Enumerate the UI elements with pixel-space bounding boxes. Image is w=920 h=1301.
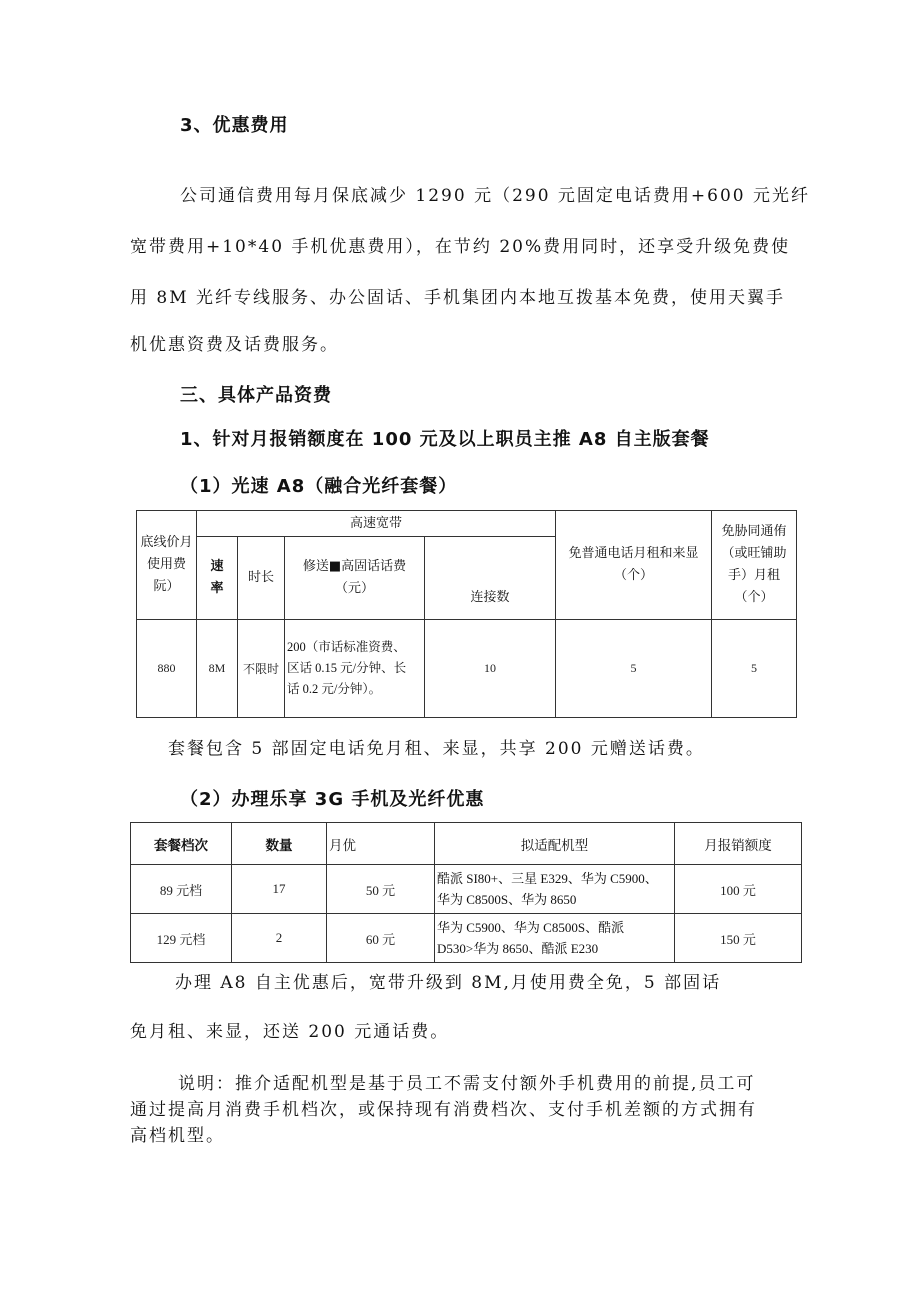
cell-connections: 10 — [425, 620, 556, 718]
cell-free-phone: 5 — [556, 620, 712, 718]
col-header-connections: 连接数 — [425, 537, 556, 620]
fiber-package-table — [136, 510, 797, 718]
cell-tier: 129 元档 — [131, 914, 232, 963]
cell-monthly-discount: 60 元 — [327, 914, 435, 963]
paragraph-line: 机优惠资费及话费服务。 — [130, 335, 339, 355]
col-header-reimbursement: 月报销额度 — [675, 823, 802, 865]
paragraph-line: 说明：推介适配机型是基于员工不需支付额外手机费用的前提,员工可 — [178, 1074, 756, 1094]
cell-monthly-discount: 50 元 — [327, 865, 435, 914]
paragraph-line: 办理 A8 自主优惠后，宽带升级到 8M,月使用费全免，5 部固话 — [175, 973, 722, 993]
cell-models: 酷派 SI80+、三星 E329、华为 C5900、 华为 C8500S、华为 8650 — [435, 865, 675, 914]
paragraph-line: 通过提高月消费手机档次，或保持现有消费档次、支付手机差额的方式拥有 — [130, 1100, 757, 1120]
col-group-broadband: 高速宽带 — [197, 511, 556, 537]
table-row — [131, 914, 802, 963]
section-heading-preferential-costs: 3、优惠费用 — [180, 115, 289, 136]
paragraph-line: 宽带费用+10*40 手机优惠费用），在节约 20%费用同时，还享受升级免费使 — [130, 237, 791, 257]
cell-tier: 89 元档 — [131, 865, 232, 914]
subsection-heading-3g-phone: （2）办理乐享 3G 手机及光纤优惠 — [180, 789, 485, 810]
section-heading-product-tariffs: 三、具体产品资费 — [180, 385, 332, 406]
paragraph-line: 公司通信费用每月保底减少 1290 元（290 元固定电话费用+600 元光纤 — [180, 186, 811, 206]
cell-qty: 17 — [232, 865, 327, 914]
subsection-heading-a8: 1、针对月报销额度在 100 元及以上职员主推 A8 自主版套餐 — [180, 429, 710, 450]
col-header-models: 拟适配机型 — [435, 823, 675, 865]
col-header-monthly-discount: 月优 — [327, 823, 435, 865]
3g-phone-table — [130, 822, 802, 963]
col-header-speed: 速 率 — [197, 537, 238, 620]
cell-speed: 8M — [197, 620, 238, 718]
cell-reimbursement: 100 元 — [675, 865, 802, 914]
col-header-tier: 套餐档次 — [131, 823, 232, 865]
col-header-free-phone: 免普通电话月租和来显 （个） — [556, 511, 712, 620]
cell-free-mobile: 5 — [712, 620, 797, 718]
cell-reimbursement: 150 元 — [675, 914, 802, 963]
col-header-free-mobile: 免胁同通侑 （或旺铺助 手）月租 （个） — [712, 511, 797, 620]
cell-gift-credit: 200（市话标准资费、 区话 0.15 元/分钟、长 话 0.2 元/分钟）。 — [285, 620, 425, 718]
paragraph-line: 高档机型。 — [130, 1126, 225, 1146]
col-header-gift-credit: 修送■高固话话费 （元） — [285, 537, 425, 620]
col-header-price: 底线价月 使用费 阮） — [137, 511, 197, 620]
package-note: 套餐包含 5 部固定电话免月租、来显，共享 200 元赠送话费。 — [168, 739, 705, 759]
cell-qty: 2 — [232, 914, 327, 963]
table-row — [131, 865, 802, 914]
col-header-qty: 数量 — [232, 823, 327, 865]
cell-models: 华为 C5900、华为 C8500S、酷派 D530>华为 8650、酷派 E230 — [435, 914, 675, 963]
paragraph-line: 免月租、来显，还送 200 元通话费。 — [130, 1022, 450, 1042]
cell-duration: 不限时 — [238, 620, 285, 718]
paragraph-line: 用 8M 光纤专线服务、办公固话、手机集团内本地互拨基本免费，使用天翼手 — [130, 288, 786, 308]
subsection-heading-fiber-package: （1）光速 A8（融合光纤套餐） — [180, 476, 458, 497]
col-header-duration: 时长 — [238, 537, 285, 620]
cell-price: 880 — [137, 620, 197, 718]
